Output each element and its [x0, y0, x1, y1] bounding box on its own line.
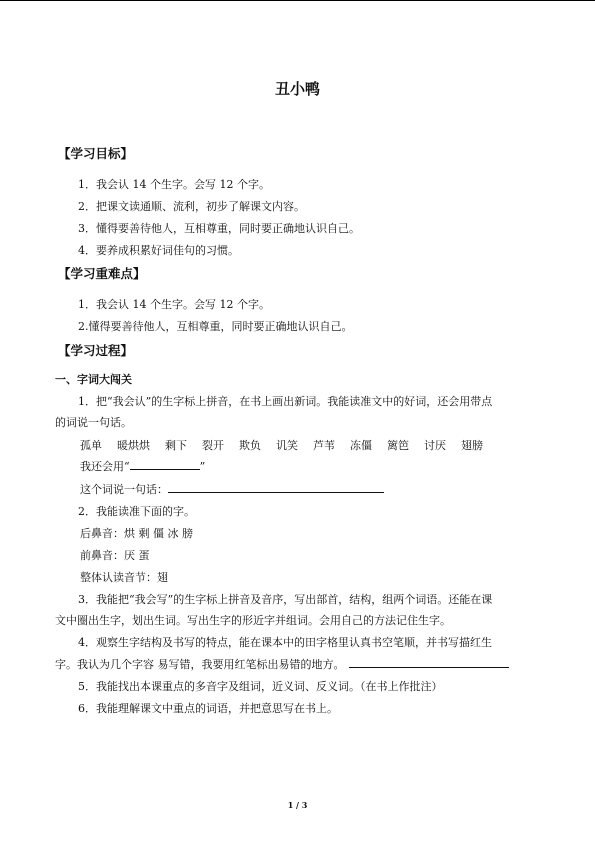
goal-item-2: 2．把课文读通顺、流利，初步了解课文内容。 — [78, 200, 305, 213]
sentence-blank[interactable] — [168, 482, 384, 493]
item4-line2: 字。我认为几个字容 易写错，我要用红笔标出易错的地方。 — [55, 658, 345, 671]
goal-item-1: 1．我会认 14 个生字。会写 12 个字。 — [78, 178, 270, 191]
word: 裂开 — [202, 439, 224, 452]
front-nasal: 前鼻音：厌 蛋 — [80, 549, 150, 562]
item1-line1: 1．把“我会认”的生字标上拼音，在书上画出新词。我能读准文中的好词，还会用带点 — [78, 395, 493, 408]
sentence-line — [80, 481, 384, 497]
item5: 5．我能找出本课重点的多音字及组词，近义词、反义词。（在书上作批注） — [78, 680, 443, 693]
goal-item-3: 3．懂得要善待他人，互相尊重，同时要正确地认识自己。 — [78, 222, 360, 235]
vocab-section-heading: 一、字词大闯关 — [55, 373, 132, 386]
whole-syllable: 整体认读音节：翅 — [80, 571, 168, 584]
item4-line2-row — [55, 656, 509, 672]
also-use-line — [80, 458, 205, 474]
word: 芦苇 — [313, 439, 335, 452]
word: 篱笆 — [387, 439, 409, 452]
word: 剩下 — [165, 439, 187, 452]
word: 讥笑 — [276, 439, 298, 452]
page-title: 丑小鸭 — [274, 80, 320, 98]
word: 冻僵 — [350, 439, 372, 452]
word: 讨厌 — [424, 439, 446, 452]
top-rule — [0, 0, 595, 1]
error-note-blank[interactable] — [349, 657, 509, 668]
word: 孤单 — [80, 439, 102, 452]
goal-item-4: 4．要养成积累好词佳句的习惯。 — [78, 244, 239, 257]
key-points-heading: 【学习重难点】 — [58, 266, 146, 281]
page-number: 1 / 3 — [287, 800, 308, 810]
item3-line2: 文中圈出生字，划出生词。写出生字的形近字并组词。会用自己的方法记住生字。 — [55, 614, 451, 627]
word-blank[interactable] — [130, 459, 200, 470]
item1-line2: 的词说一句话。 — [55, 416, 132, 429]
word: 翅膀 — [461, 439, 483, 452]
key-point-1: 1．我会认 14 个生字。会写 12 个字。 — [78, 298, 270, 311]
item2: 2．我能读准下面的字。 — [78, 505, 195, 518]
process-heading: 【学习过程】 — [58, 343, 134, 358]
word-list — [80, 437, 498, 453]
goals-heading: 【学习目标】 — [58, 146, 134, 161]
item4-line1: 4．观察生字结构及书写的特点，能在课本中的田字格里认真书空笔顺，并书写描红生 — [78, 636, 492, 649]
key-point-2: 2.懂得要善待他人，互相尊重，同时要正确地认识自己。 — [78, 320, 353, 333]
also-use-prefix: 我还会用“ — [80, 460, 130, 473]
also-use-suffix: ” — [199, 460, 206, 473]
word: 欺负 — [239, 439, 261, 452]
item6: 6．我能理解课文中重点的词语，并把意思写在书上。 — [78, 702, 338, 715]
back-nasal: 后鼻音：烘 剩 僵 冰 膀 — [80, 527, 193, 540]
word: 暖烘烘 — [117, 439, 150, 452]
sentence-prompt: 这个词说一句话： — [80, 483, 168, 496]
item3-line1: 3．我能把“我会写”的生字标上拼音及音序，写出部首，结构，组两个词语。还能在课 — [78, 593, 493, 606]
